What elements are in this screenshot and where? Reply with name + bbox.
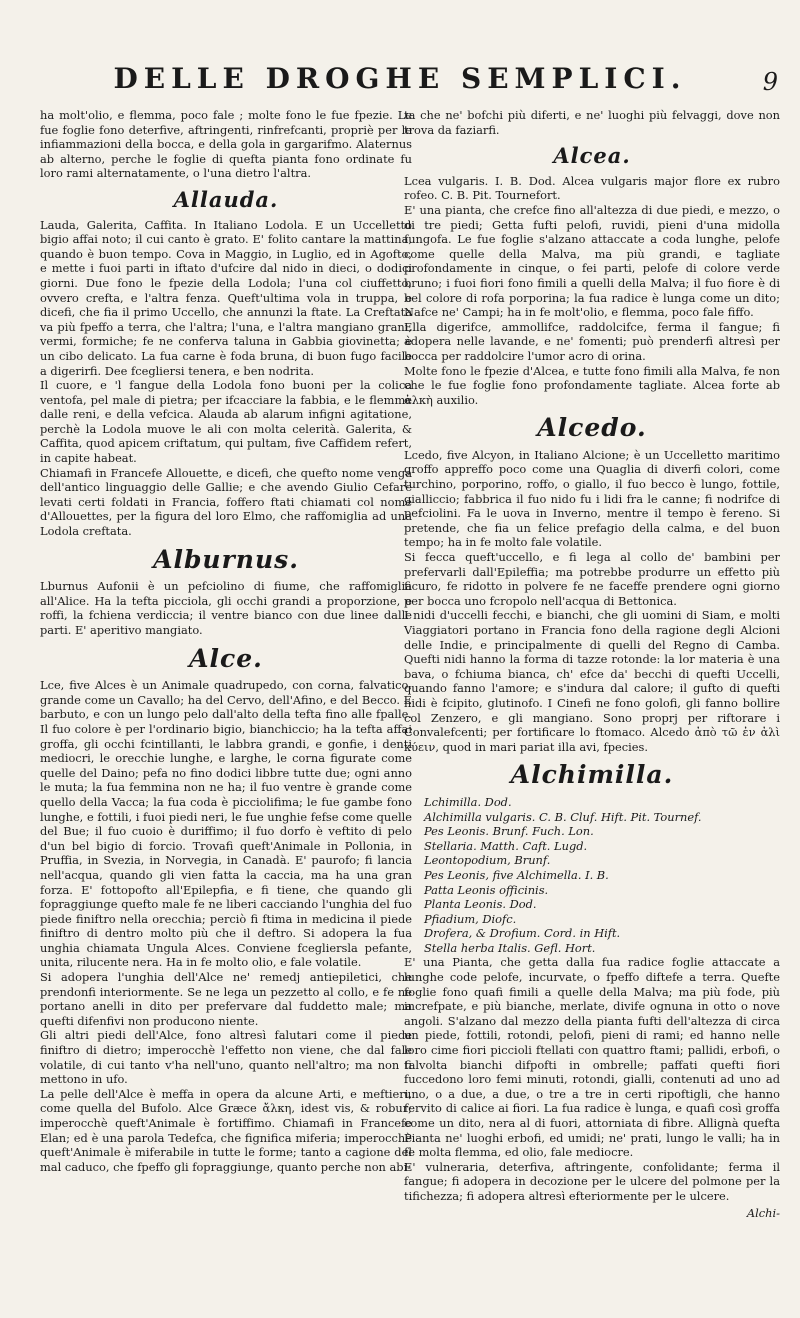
entry-title-alchimilla: Alchimilla. [510,760,674,790]
running-head: DELLE DROGHE SEMPLICI. [113,62,687,95]
synonym-item: Planta Leonis. Dod. [424,897,537,912]
synonym-item: Lchimilla. Dod. [424,794,512,809]
synonym-item: Drofera, & Drofium. Cord. in Hift. [424,926,621,941]
entry-paragraph: Molte fono le fpezie d'Alcea, e tutte fono fimili alla Malva, fe non che le fue foglie fono profondamente tagliate. Alcea forte ab ἀλκὴ auxilio. [404,363,780,407]
entry-paragraph: Lauda, Galerita, Caffita. In Italiano Lodola. E un Uccelletto bigio affai noto; il cui canto è grato. E' folito cantare la mattina, quando è buon tempo. Cova in Maggio, in Luglio, ed in Agofto, e mette i fuoi parti in iftato d'ufcire dal nido in dieci, o dodici giorni. Due fono le fpezie della Lodola; l'una col ciuffetto, ovvero crefta, e l'altra fenza. Queft'ultima vola in truppa, e dicefi, che fia il primo Uccello, che annunzi la ftate. La Creftata va più fpeffo a terra, che l'altra; l'una, e l'altra mangiano grani, vermi, formiche; fe ne conferva taluna in Gabbia giovinetta; è un cibo delicato. La fua carne è foda bruna, di buon fugo facile a digerirfi. Dee fcegliersi tenera, e ben nodrita. [40,217,412,378]
entry-title-alburnus: Alburnus. [153,544,299,574]
synonym-item: Alchimilla vulgaris. C. B. Cluf. Hift. Pit. Tournef. [424,809,702,824]
entry-paragraph: Lcea vulgaris. I. B. Dod. Alcea vulgaris major flore ex rubro rofeo. C. B. Pit. Tournefort. [404,173,780,203]
page-number: 9 [762,68,778,96]
synonym-item: Stellaria. Matth. Caft. Lugd. [424,838,588,853]
synonym-item: Pes Leonis. Brunf. Fuch. Lon. [424,824,594,839]
continued-text: ha molt'olio, e flemma, poco fale ; molte fono le fue fpezie. Le fue foglie fono deterfive, aftringenti, rinfrefcanti, propriè per le infiammazioni della bocca, e della gola in gargarifmo. Alaternus ab alterno, perche le foglie di quefta pianta fono ordinate fu loro rami alternatamente, o l'una dietro l'altra. [40,108,412,181]
entry-paragraph: La pelle dell'Alce è meffa in opera da alcune Arti, e meftieri, come quella del Bufolo. Alce Græce ἄλκη, idest vis, & robur; imperocchè queft'Animale è fortiffimo. Chiamafi in Francefe Elan; ed è una parola Tedefca, che fignifica miferia; imperocchè queft'Animale è miferabile in tutte le forme; tanto a cagione del mal caduco, che fpeffo gli fopraggiunge, quanto perche non abi- [40,1086,412,1174]
synonym-item: Pfiadium, Diofc. [424,911,517,926]
entry-paragraph: Ella digerifce, ammollifce, raddolcifce, ferma il fangue; fi adopera nelle lavande, e ne' fomenti; può prenderfi altresì per bocca per raddolcire l'umor acro di orina. [404,319,780,363]
synonym-item: Stella herba Italis. Gefl. Hort. [424,940,596,955]
entry-title-allauda: Allauda. [173,186,279,212]
entry-paragraph: Chiamafi in Francefe Allouette, e dicefi, che quefto nome venga dell'antico linguaggio delle Gallie; e che avendo Giulio Cefare levati certi foldati in Francia, foffero ftati chiamati col nome d'Allouettes, per la figura del loro Elmo, che raffomiglia ad una Lodola creftata. [40,465,412,539]
entry-paragraph: Lcedo, five Alcyon, in Italiano Alcione; è un Uccelletto maritimo groffo appreffo poco come una Quaglia di diverfi colori, come turchino, porporino, roffo, o giallo, il fuo becco è lungo, fottile, gialliccio; fabbrica il fuo nido fu i lidi fra le canne; fi nodrifce di pefciolini. Fa le uova in Inverno, mentre il tempo è fereno. Si pretende, che fia un felice prefagio della calma, e del buon tempo; ha in fe molto fale volatile. [404,447,780,550]
entry-paragraph: Lce, five Alces è un Animale quadrupedo, con corna, falvatico, grande come un Cavallo; ha del Cervo, dell'Afino, e del Becco. E barbuto, e con un lungo pelo dall'alto della tefta fino alle fpalle. Il fuo colore è per l'ordinario bigio, bianchiccio; ha la tefta affai groffa, gli occhi fcintillanti, le labbra grandi, e gonfie, i denti mediocri, le orecchie lunghe, e larghe, le corna figurate come quelle del Daino; pefa no fino dodici libbre tutte due; ogni anno le muta; la fua femmina non ne ha; il fuo ventre è grande come quello della Vacca; la fua coda è picciolifima; le fue gambe fono lunghe, e fottili, i fuoi piedi neri, le fue unghie fefse come quelle del Bue; il fuo cuoio è duriffimo; il fuo dorfo è veftito di pelo d'un bel bigio di forcio. Trovafi queft'Animale in Pollonia, in Pruffia, in Svezia, in Norvegia, in Canadà. E' paurofo; fi lancia nell'acqua, quando gli vien fatta la caccia, ma ha una gran forza. E' fottopofto all'Epilepfia, e fi tiene, che quando gli fopraggiunge quefto male fe ne liberi cacciando l'unghia del fuo piede finiftro nella orecchia; perciò fi ftima in medicina il piede finiftro di dentro molto più che il deftro. Si adopera la fua unghia chiamata Ungula Alces. Conviene fcegliersla pefante, unita, rilucente nera. Ha in fe molto olio, e fale volatile. [40,678,412,970]
entry-paragraph: Lburnus Aufonii è un pefciolino di fiume, che raffomiglia all'Alice. Ha la tefta picciola, gli occhi grandi a proporzione, e roffi, la fchiena verdiccia; il ventre bianco con due linee dalle parti. E' aperitivo mangiato. [40,579,412,637]
entry-paragraph: E' vulneraria, deterfiva, aftringente, confolidante; ferma il fangue; fi adopera in decozione per le ulcere del polmone per la tifichezza; fi adopera altresì efteriormente per le ulcere. [404,1159,780,1203]
entry-paragraph: Si adopera l'unghia dell'Alce ne' remedj antiepiletici, che prendonfi interiormente. Se ne lega un pezzetto al collo, e fe ne portano anelli in dito per prefervare dal fuddetto male; ma quefti difenfivi non producono niente. [40,970,412,1028]
entry-paragraph: Gli altri piedi dell'Alce, fono altresì falutari come il piede finiftro di dietro; imperocchè l'effetto non viene, che dal fale volatile, di cui tanto v'ha nell'uno, quanto nell'altro; ma non fi mettono in ufo. [40,1028,412,1087]
entry-title-alce: Alce. [189,643,263,673]
synonym-item: Pes Leonis, five Alchimella. I. B. [424,867,609,882]
entry-paragraph: I nidi d'uccelli fecchi, e bianchi, che gli uomini di Siam, e molti Viaggiatori portano in Francia fono della ragione degli Alcioni delle Indie, e principalmente di quelli del Regno di Camba. Quefti nidi hanno la forma di tazze rotonde: la lor materia è una bava, o fchiuma bianca, ch' efce da' becchi di quefti Uccelli, quando fanno l'amore; e s'indura dal calore; il gufto di quefti nidi è fcipito, glutinofo. I Cinefi ne fono golofi, gli fanno bollire col Zenzero, e gli mangiano. Sono proprj per riftorare i Convalefcenti; per fortificare lo ftomaco. Alcedo ἀπὸ τῶ ἐν ἀλὶ κύειν, quod in mari pariat illa avi, fpecies. [404,608,780,754]
catchword: Alchi- [746,1205,780,1220]
entry-paragraph: E' una Pianta, che getta dalla fua radice foglie attaccate a lunghe code pelofe, incurvate, o fpeffo diftefe a terra. Quefte foglie fono quafi fimili a quelle della Malva; ma più fode, più increfpate, e più bianche, merlate, divife ognuna in otto o nove angoli. S'alzano dal mezzo della pianta fufti dell'altezza di circa un piede, fottili, rotondi, pelofi, pieni di rami; ed hanno nelle loro cime fiori piccioli ftellati con quattro ftami; pallidi, erbofi, o talvolta bianchi difpofti in ombrelle; paffati quefti fiori fuccedono loro femi minuti, rotondi, gialli, contenuti ad uno ad uno, o a due, a due, o tre a tre in certi ripoftigli, che hanno fervito di calice ai fiori. La fua radice è lunga, e quafi così groffa come un dito, nera al di fuori, attorniata di fibre. Allignà quefta Pianta ne' luoghi erbofi, ed umidi; ne' prati, lungo le valli; ha in fe molta flemma, ed olio, fale mediocre. [404,955,780,1160]
continued-text: ta che ne' bofchi più diferti, e ne' luoghi più felvaggi, dove non trova da faziarfi. [404,108,780,137]
left-column [40,108,412,1174]
entry-title-alcedo: Alcedo. [537,413,647,443]
synonym-list [404,795,780,956]
right-column [404,108,780,1220]
entry-title-alcea: Alcea. [553,143,631,169]
entry-paragraph: E' una pianta, che crefce fino all'altezza di due piedi, e mezzo, o di tre piedi; Getta fufti pelofi, ruvidi, pieni d'una midolla fungofa. Le fue foglie s'alzano attaccate a coda lunghe, pelofe come quelle della Malva, ma più grandi, e tagliate profondamente in cinque, o fei parti, pelofe di colore verde bruno; i fuoi fiori fono fimili a quelli della Malva; il fuo fiore è di bel colore di rofa porporina; la fua radice è lunga come un dito; Nafce ne' Campi; ha in fe molt'olio, e flemma, poco fale fiffo. [404,202,780,320]
entry-paragraph: Si fecca queft'uccello, e fi lega al collo de' bambini per prefervarli dall'Epileffia; ma potrebbe produrre un effetto più ficuro, fe ridotto in polvere fe ne faceffe prendere ogni giorno per bocca uno fcropolo nell'acqua di Bettonica. [404,550,780,608]
synonym-item: Leontopodium, Brunf. [424,853,551,868]
synonym-item: Patta Leonis officinis. [424,882,549,897]
entry-paragraph: Il cuore, e 'l fangue della Lodola fono buoni per la colica ventofa, pel male di pietra; per ifcacciare la fabbia, e le flemme dalle reni, e della vefcica. Alauda ab alarum infigni agitatione, perchè la Lodola muove le ali con molta celerità. Galerita, & Caffita, quod apicem criftatum, qui pultam, five Caffidem refert, in capite habeat. [40,378,412,466]
